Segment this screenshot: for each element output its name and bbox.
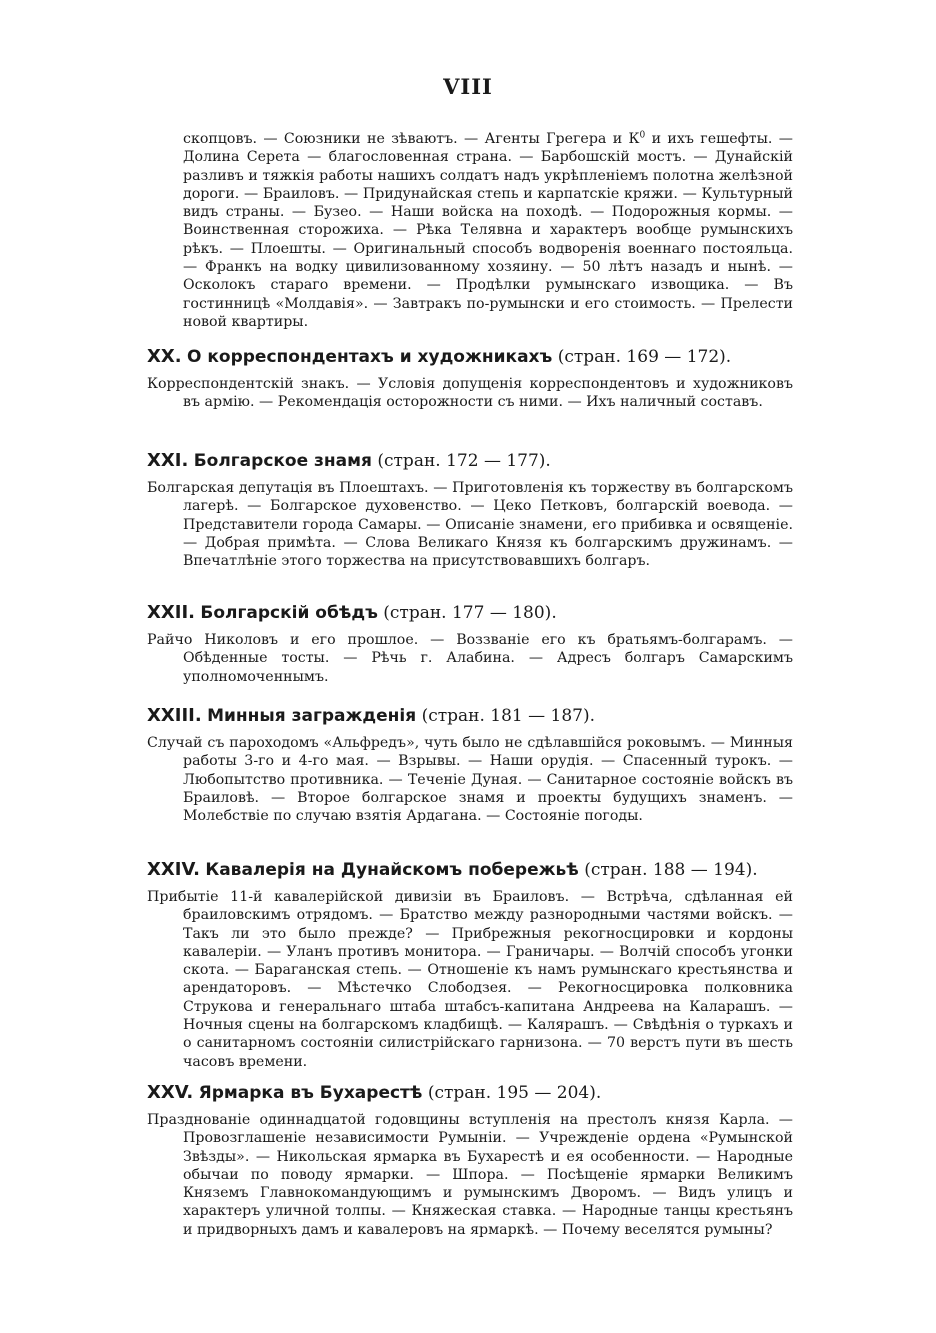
chapter-number: XX.: [147, 346, 182, 367]
intro-paragraph: [147, 130, 793, 331]
chapter-title: Кавалерія на Дунайскомъ побережьѣ: [205, 860, 579, 880]
chapter-pages: (стран. 177 — 180).: [383, 603, 557, 623]
page-number: VIII: [443, 74, 493, 99]
intro-text-end: и ихъ гешефты. — Долина Серета — благословенная страна. — Барбошскій мостъ. — Дунайскій разливъ и тяжкія работы нашихъ солдатъ надъ укрѣпленіемъ полотна желѣзной дороги. — Браиловъ. — Придунайская степь и карпатскіе кряжи. — Культурный видъ страны. — Бузео. — Наши войска на походѣ. — Подорожныя кормы. — Воинственная сторожиха. — Рѣка Телявна и характеръ вообще румынскихъ рѣкъ. — Плоешты. — Оригинальный способъ водворенія военнаго постояльца. — Франкъ на водку цивилизованному хозяину. — 50 лѣтъ назадъ и нынѣ. — Осколокъ стараго времени. — Продѣлки румынскаго извощика. — Въ гостинницѣ «Молдавія». — Завтракъ по-румынски и его стоимость. — Прелести новой квартиры.: [183, 131, 793, 330]
chapter-title: Минныя загражденія: [207, 706, 417, 726]
chapter-summary: Болгарская депутація въ Плоештахъ. — Приготовленія къ торжеству въ болгарскомъ лагерѣ. — Болгарское духовенство. — Цеко Петковъ, болгарскій воевода. — Представители города Самары. — Описаніе знамени, его прибивка и освященіе. — Добрая примѣта. — Слова Великаго Князя къ болгарскимъ дружинамъ. — Впечатлѣніе этого торжества на присутствовавшихъ болгаръ.: [147, 480, 793, 570]
chapter-heading: [147, 1081, 793, 1105]
chapter-xxi: [147, 449, 793, 570]
chapter-xxii: [147, 601, 793, 686]
chapter-pages: (стран. 169 — 172).: [557, 347, 732, 367]
chapter-xxiv: [147, 858, 793, 1071]
chapter-title: Ярмарка въ Бухарестѣ: [198, 1083, 423, 1103]
chapter-number: XXI.: [147, 450, 189, 471]
chapter-title: Болгарское знамя: [193, 451, 372, 471]
chapter-heading: [147, 449, 793, 473]
chapter-summary: Райчо Николовъ и его прошлое. — Воззваніе его къ братьямъ-болгарамъ. — Обѣденные тосты. — Рѣчь г. Алабина. — Адресъ болгаръ Самарскимъ уполномоченнымъ.: [147, 632, 793, 685]
chapter-xxiii: [147, 704, 793, 825]
chapter-heading: [147, 345, 793, 369]
chapter-title: О корреспондентахъ и художникахъ: [187, 347, 553, 367]
intro-text-start: скопцовъ. — Союзники не зѣваютъ. — Агенты Грегера и К: [183, 131, 640, 147]
intro-block: [147, 130, 793, 331]
chapter-summary: Празднованіе одиннадцатой годовщины вступленія на престолъ князя Карла. — Провозглашеніе независимости Румыніи. — Учрежденіе ордена «Румынской Звѣзды». — Никольская ярмарка въ Бухарестѣ и ея особенности. — Народные обычаи по поводу ярмарки. — Шпора. — Посѣщеніе ярмарки Великимъ Княземъ Главнокомандующимъ и румынскимъ Дворомъ. — Видъ улицъ и характеръ уличной толпы. — Княжеская ставка. — Народные танцы крестьянъ и придворныхъ дамъ и кавалеровъ на ярмаркѣ. — Почему веселятся румыны?: [147, 1112, 793, 1238]
chapter-pages: (стран. 181 — 187).: [421, 706, 596, 726]
chapter-summary: Корреспондентскій знакъ. — Условія допущенія корреспондентовъ и художниковъ въ армію. — Рекомендація осторожности съ ними. — Ихъ наличный составъ.: [147, 376, 793, 411]
chapter-pages: (стран. 188 — 194).: [584, 860, 758, 880]
chapter-number: XXIV.: [147, 859, 200, 880]
chapter-summary: Прибытіе 11-й кавалерійской дивизіи въ Браиловъ. — Встрѣча, сдѣланная ей браиловскимъ отрядомъ. — Братство между разнородными частями войскъ. — Такъ ли это было прежде? — Прибрежныя рекогносцировки и кордоны кавалеріи. — Уланъ противъ монитора. — Граничары. — Волчій способъ угонки скота. — Бараганская степь. — Отношеніе къ намъ румынскаго крестьянства и арендаторовъ. — Мѣстечко Слободзея. — Рекогносцировка полковника Струкова и генеральнаго штаба штабсъ-капитана Андреева на Каларашъ. — Ночныя сцены на болгарскомъ кладбищѣ. — Калярашъ. — Свѣдѣнія о туркахъ и о санитарномъ состояніи силистрійскаго гарнизона. — 70 верстъ пути въ шесть часовъ времени.: [147, 889, 793, 1070]
chapter-heading: [147, 601, 793, 625]
chapter-number: XXII.: [147, 602, 195, 623]
chapter-xxv: [147, 1081, 793, 1239]
chapter-number: XXIII.: [147, 705, 202, 726]
chapter-summary: Случай съ пароходомъ «Альфредъ», чуть было не сдѣлавшійся роковымъ. — Минныя работы 3-го и 4-го мая. — Взрывы. — Наши орудія. — Спасенный турокъ. — Любопытство противника. — Теченіе Дуная. — Санитарное состояніе войскъ въ Браиловѣ. — Второе болгарское знамя и проекты будущихъ знаменъ. — Молебствіе по случаю взятія Ардагана. — Состояніе погоды.: [147, 735, 793, 825]
chapter-pages: (стран. 172 — 177).: [377, 451, 551, 471]
chapter-title: Болгарскій обѣдъ: [200, 603, 378, 623]
chapter-number: XXV.: [147, 1082, 194, 1103]
chapter-xx: [147, 345, 793, 412]
chapter-heading: [147, 704, 793, 728]
chapter-pages: (стран. 195 — 204).: [427, 1083, 602, 1103]
intro-superscript: 0: [639, 130, 646, 141]
chapter-heading: [147, 858, 793, 882]
